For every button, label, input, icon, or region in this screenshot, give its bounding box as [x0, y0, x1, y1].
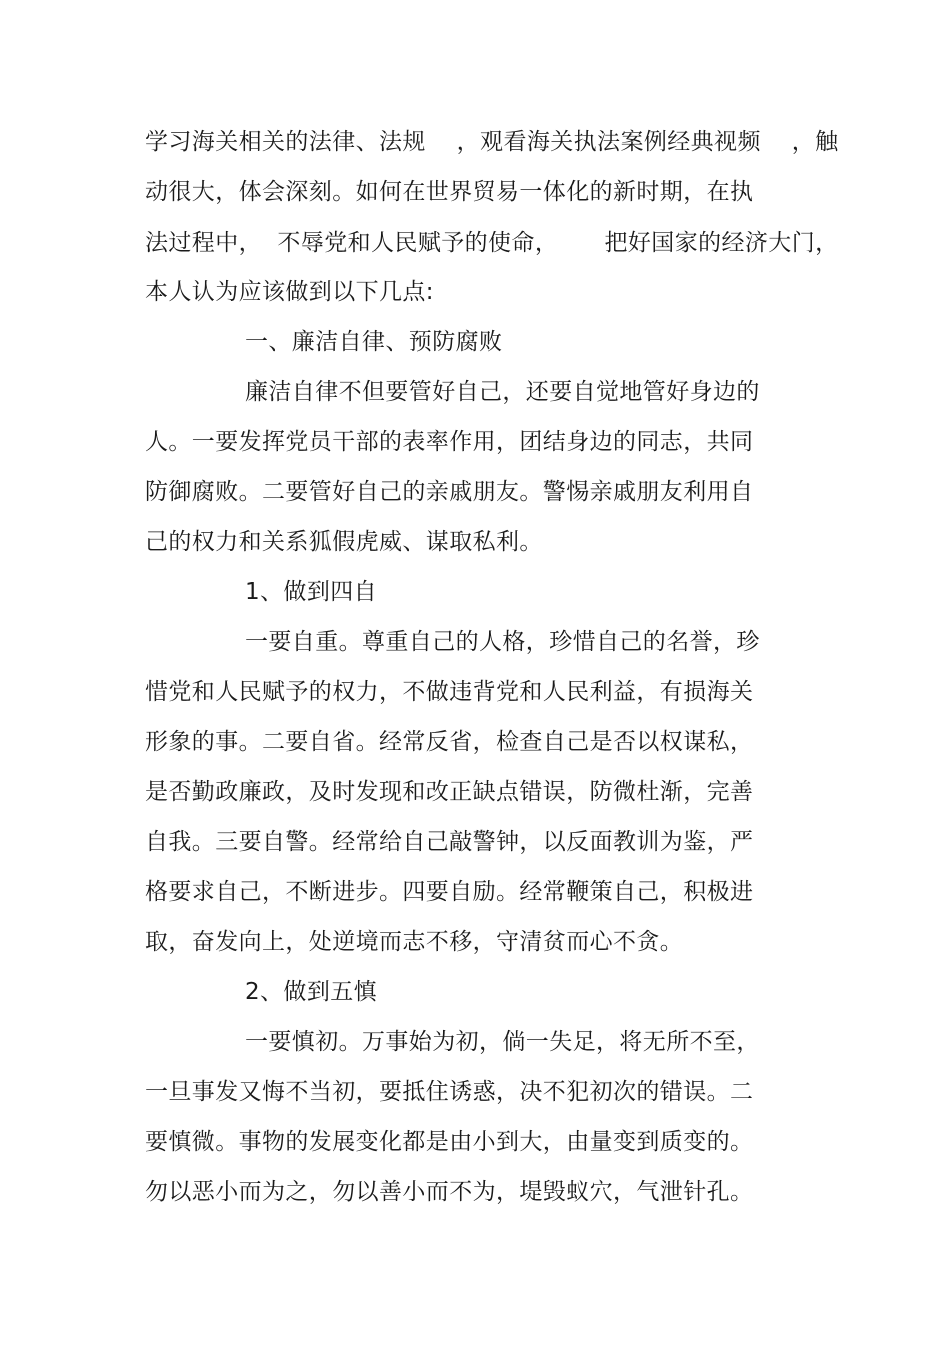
text-line: 是否勤政廉政，及时发现和改正缺点错误，防微杜渐，完善 — [145, 779, 754, 805]
text-line: 己的权力和关系狐假虎威、谋取私利。 — [145, 529, 543, 555]
section-heading: 一、廉洁自律、预防腐败 — [245, 329, 503, 355]
paragraph-first-line: 廉洁自律不但要管好自己，还要自觉地管好身边的 — [245, 379, 760, 405]
paragraph-first-line: 一要慎初。万事始为初，倘一失足，将无所不至， — [245, 1029, 760, 1055]
text-line: 人。一要发挥党员干部的表率作用，团结身边的同志，共同 — [145, 429, 754, 455]
text-line: 动很大，体会深刻。如何在世界贸易一体化的新时期，在执 — [145, 179, 754, 205]
subsection-heading: 1、做到四自 — [245, 579, 378, 605]
paragraph-first-line: 一要自重。尊重自己的人格，珍惜自己的名誉，珍 — [245, 629, 760, 655]
text-line: 惜党和人民赋予的权力，不做违背党和人民利益，有损海关 — [145, 679, 754, 705]
text-line: 本人认为应该做到以下几点: — [145, 279, 434, 305]
subsection-heading: 2、做到五慎 — [245, 979, 378, 1005]
text-line: 自我。三要自警。经常给自己敲警钟，以反面教训为鉴，严 — [145, 829, 754, 855]
text-line: 一旦事发又悔不当初，要抵住诱惑，决不犯初次的错误。二 — [145, 1079, 754, 1105]
text-line: 形象的事。二要自省。经常反省，检查自己是否以权谋私， — [145, 729, 754, 755]
text-line: 学习海关相关的法律、法规 ，观看海关执法案例经典视频 ，触 — [145, 129, 839, 155]
text-line: 防御腐败。二要管好自己的亲戚朋友。警惕亲戚朋友利用自 — [145, 479, 754, 505]
text-line: 勿以恶小而为之，勿以善小而不为，堤毁蚁穴，气泄针孔。 — [145, 1179, 754, 1205]
text-line: 取，奋发向上，处逆境而志不移，守清贫而心不贪。 — [145, 929, 684, 955]
text-line: 格要求自己，不断进步。四要自励。经常鞭策自己，积极进 — [145, 879, 754, 905]
text-line: 法过程中， 不辱党和人民赋予的使命， 把好国家的经济大门， — [145, 230, 839, 256]
text-line: 要慎微。事物的发展变化都是由小到大，由量变到质变的。 — [145, 1129, 754, 1155]
